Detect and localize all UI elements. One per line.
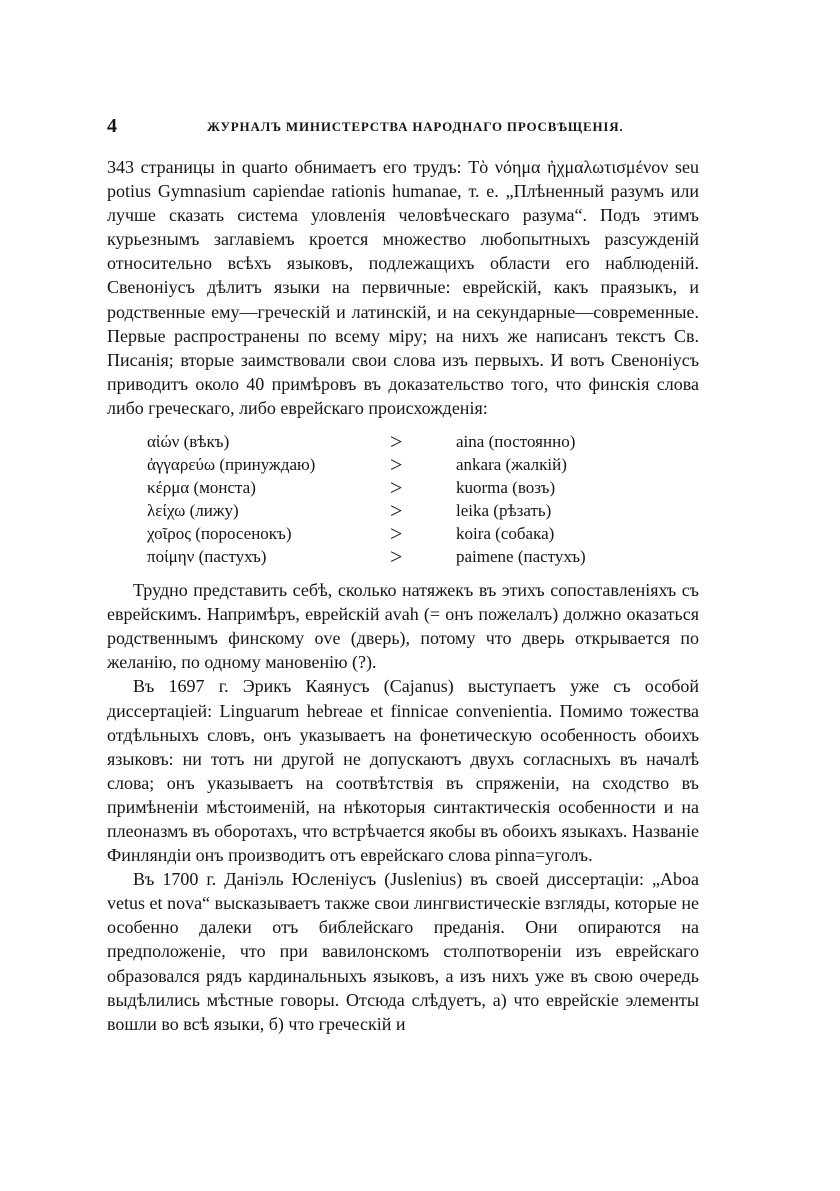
example-row (147, 453, 699, 476)
example-target: koira (собака) (456, 524, 555, 544)
example-row (147, 545, 699, 568)
example-row (147, 430, 699, 453)
derivation-arrow: > (390, 498, 403, 524)
running-title: ЖУРНАЛЪ МИНИСТЕРСТВА НАРОДНАГО ПРОСВѢЩЕНІЯ. (207, 119, 624, 134)
example-source: χοῖρος (поросенокъ) (147, 524, 292, 544)
example-target: kuorma (возъ) (456, 478, 556, 498)
derivation-arrow: > (390, 429, 403, 455)
paragraph: Въ 1697 г. Эрикъ Каянусъ (Cajanus) выступаетъ уже съ особой диссертаціей: Linguarum hebreae et finnicae convenientia. Помимо тожества отдѣльныхъ словъ, онъ указываетъ на фонетическую особенность обоихъ языковъ: ни тотъ ни другой не допускаютъ двухъ согласныхъ въ началѣ слова; онъ указываетъ на соотвѣтствія въ спряженіи, на сходство въ примѣненіи мѣстоименій, на нѣкоторыя синтактическія особенности и на плеоназмъ въ оборотахъ, что встрѣчается якобы въ обоихъ языкахъ. Названіе Финляндіи онъ производитъ отъ еврейскаго слова pinna=уголъ. (107, 676, 699, 866)
example-source: αἰών (вѣкъ) (147, 432, 230, 452)
derivation-arrow: > (390, 475, 403, 501)
page-number: 4 (107, 115, 117, 137)
page-header (107, 115, 707, 139)
derivation-arrow: > (390, 521, 403, 547)
example-row (147, 522, 699, 545)
example-source: λείχω (лижу) (147, 501, 239, 521)
example-list (107, 430, 699, 568)
example-source: ἀγγαρεύω (принуждаю) (147, 455, 316, 475)
example-target: paimene (пастухъ) (456, 547, 586, 567)
paragraph: Въ 1700 г. Даніэль Юсленіусъ (Juslenius) въ своей диссертаціи: „Aboa vetus et nova“ высказываетъ также свои лингвистическіе взгляды, которые не особенно далеки отъ библейскаго преданія. Они опираются на предположеніе, что при вавилонскомъ столпотвореніи изъ еврейскаго образовался рядъ кардинальныхъ языковъ, а изъ нихъ уже въ свою очередь выдѣлились мѣстные говоры. Отсюда слѣдуетъ, а) что еврейскіе элементы вошли во всѣ языки, б) что греческій и (107, 869, 699, 1034)
example-target: aina (постоянно) (456, 432, 576, 452)
body-text (107, 155, 699, 1036)
derivation-arrow: > (390, 544, 403, 570)
paragraph: 343 страницы in quarto обнимаетъ его трудъ: Τὸ νόημα ἠχμαλωτισμένον seu potius Gymnasium capiendae rationis humanae, т. е. „Плѣненный разумъ или лучше сказать система уловленія человѣческаго разума“. Подъ этимъ курьезнымъ заглавіемъ кроется множество любопытныхъ разсужденій относительно всѣхъ языковъ, подлежащихъ области его наблюденій. Свенонiусъ дѣлитъ языки на первичные: еврейскій, какъ праязыкъ, и родственные ему—греческій и латинскій, и на секундарные—современные. Первые распространены по всему міру; на нихъ же написанъ текстъ Св. Писанія; вторые заимствовали свои слова изъ первыхъ. И вотъ Свенонiусъ приводитъ около 40 примѣровъ въ доказательство того, что финскія слова либо греческаго, либо еврейскаго происхожденія: (107, 157, 699, 418)
example-row (147, 499, 699, 522)
example-row (147, 476, 699, 499)
example-source: κέρμα (монста) (147, 478, 256, 498)
example-source: ποίμην (пастухъ) (147, 547, 267, 567)
derivation-arrow: > (390, 452, 403, 478)
example-target: ankara (жалкій) (456, 455, 567, 475)
example-target: leika (рѣзать) (456, 501, 552, 521)
paragraph: Трудно представить себѣ, сколько натяжекъ въ этихъ сопоставленіяхъ съ еврейскимъ. Напримѣръ, еврейскій avah (= онъ пожелалъ) должно оказаться родственнымъ финскому ove (дверь), потому что дверь открывается по желанію, по одному мановенію (?). (107, 580, 699, 673)
